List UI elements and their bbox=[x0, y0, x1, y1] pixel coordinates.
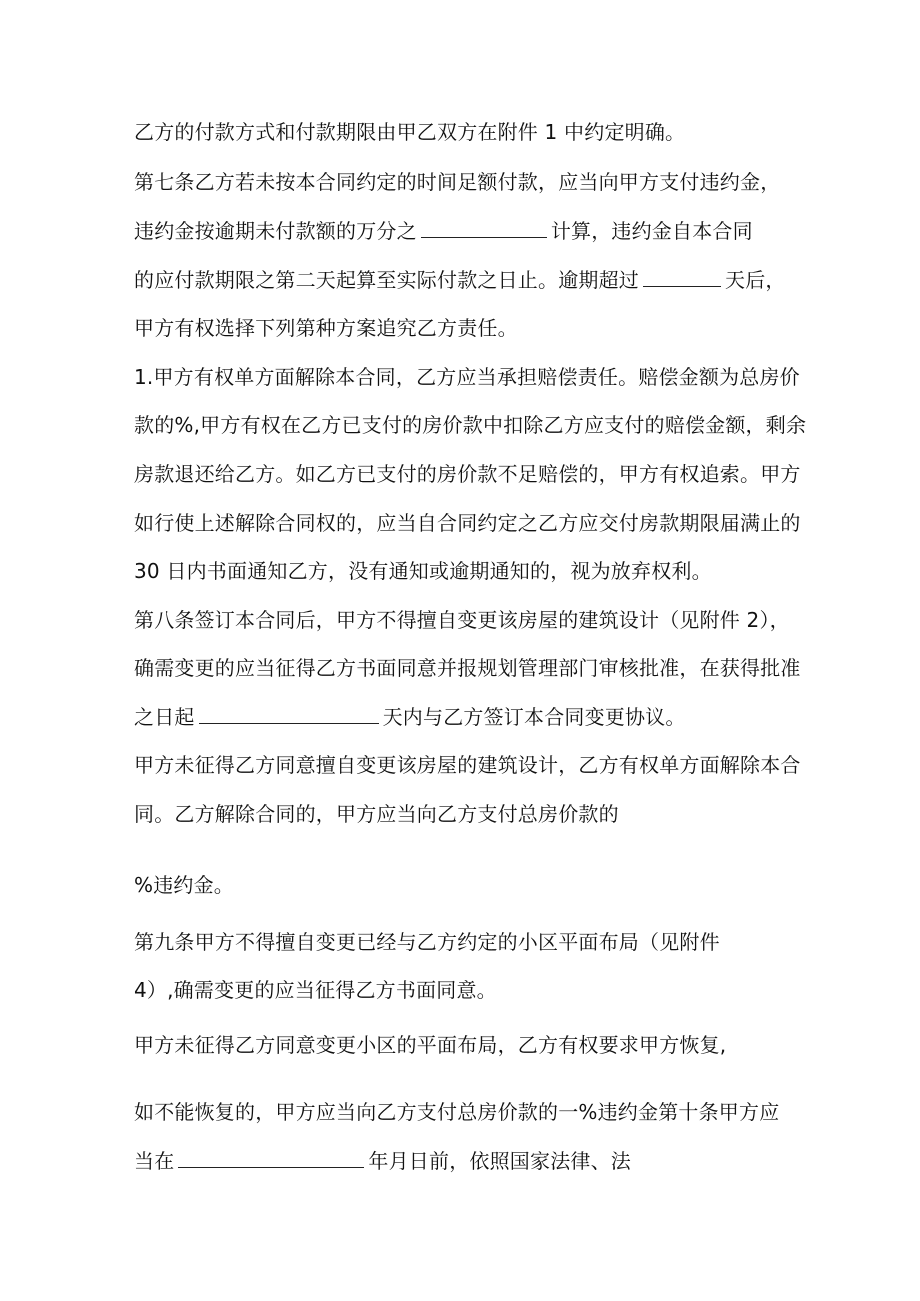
text-line bbox=[134, 217, 753, 245]
text-line: 4）,确需变更的应当征得乙方书面同意。 bbox=[134, 978, 497, 1002]
text-segment: 天内与乙方签订本合同变更协议。 bbox=[382, 705, 686, 729]
text-line: 第九条甲方不得擅自变更已经与乙方约定的小区平面布局（见附件 bbox=[134, 930, 720, 954]
text-line: 1.甲方有权单方面解除本合同，乙方应当承担赔偿责任。赔偿金额为总房价 bbox=[134, 365, 800, 389]
text-line: 同。乙方解除合同的，甲方应当向乙方支付总房价款的 bbox=[134, 802, 619, 826]
text-line: 如行使上述解除合同权的，应当自合同约定之乙方应交付房款期限届满止的 bbox=[134, 511, 801, 535]
text-line: 款的%,甲方有权在乙方已支付的房价款中扣除乙方应支付的赔偿金额，剩余 bbox=[134, 413, 807, 437]
text-line: 甲方有权选择下列第种方案追究乙方责任。 bbox=[134, 316, 518, 340]
fill-in-blank bbox=[178, 1147, 364, 1168]
text-segment: 之日起 bbox=[134, 705, 195, 729]
text-segment: 计算，违约金自本合同 bbox=[550, 219, 753, 243]
fill-in-blank bbox=[643, 266, 721, 287]
text-segment: 的应付款期限之第二天起算至实际付款之日止。逾期超过 bbox=[134, 268, 639, 292]
text-segment: 违约金按逾期未付款额的万分之 bbox=[134, 219, 417, 243]
text-segment: 当在 bbox=[134, 1149, 175, 1173]
text-line: 30 日内书面通知乙方，没有通知或逾期通知的，视为放弃权利。 bbox=[134, 559, 712, 583]
text-line bbox=[134, 1147, 631, 1175]
text-line: 第七条乙方若未按本合同约定的时间足额付款，应当向甲方支付违约金， bbox=[134, 170, 781, 194]
text-line: 乙方的付款方式和付款期限由甲乙双方在附件 1 中约定明确。 bbox=[134, 120, 686, 144]
text-line: 甲方未征得乙方同意擅自变更该房屋的建筑设计，乙方有权单方面解除本合 bbox=[134, 753, 801, 777]
text-line: 房款退还给乙方。如乙方已支付的房价款不足赔偿的，甲方有权追索。甲方 bbox=[134, 462, 801, 486]
text-segment: 天后， bbox=[725, 268, 786, 292]
text-segment: 年月日前，依照国家法律、法 bbox=[368, 1149, 632, 1173]
text-line bbox=[134, 703, 686, 731]
fill-in-blank bbox=[199, 703, 379, 724]
text-line: 如不能恢复的，甲方应当向乙方支付总房价款的一%违约金第十条甲方应 bbox=[134, 1100, 780, 1124]
text-line: %违约金。 bbox=[134, 873, 235, 897]
text-line: 确需变更的应当征得乙方书面同意并报规划管理部门审核批准，在获得批准 bbox=[134, 656, 801, 680]
fill-in-blank bbox=[421, 217, 547, 238]
text-line: 第八条签订本合同后，甲方不得擅自变更该房屋的建筑设计（见附件 2）， bbox=[134, 608, 790, 632]
text-line: 甲方未征得乙方同意变更小区的平面布局，乙方有权要求甲方恢复, bbox=[134, 1033, 727, 1057]
text-line bbox=[134, 266, 786, 294]
